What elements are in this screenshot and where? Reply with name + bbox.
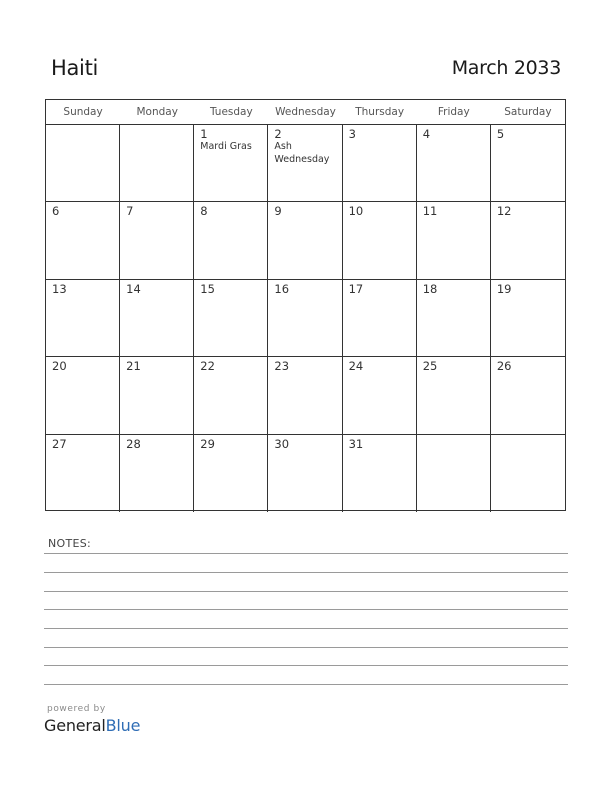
- day-cell: [343, 357, 417, 433]
- day-number: 20: [52, 359, 67, 374]
- day-cell: [46, 202, 120, 278]
- day-cell: [343, 280, 417, 356]
- day-cell: [417, 357, 491, 433]
- day-cell: [417, 125, 491, 201]
- day-number: 6: [52, 204, 60, 219]
- day-number: 14: [126, 281, 141, 296]
- day-number: 24: [348, 359, 364, 374]
- day-cell: [120, 435, 194, 512]
- day-cell: [46, 435, 120, 512]
- day-number: 28: [126, 436, 141, 451]
- note-line: [44, 553, 568, 554]
- day-number: 16: [274, 281, 290, 296]
- day-cell: [194, 125, 268, 201]
- day-number: 26: [496, 359, 512, 374]
- day-cell: [268, 202, 342, 278]
- day-number: 10: [348, 204, 364, 219]
- day-cell: [194, 280, 268, 356]
- day-number: 15: [200, 281, 215, 296]
- note-line: [44, 572, 568, 573]
- weekday-thursday: Thursday: [355, 106, 405, 118]
- week-row-3: [46, 280, 565, 357]
- day-cell: [491, 357, 565, 433]
- day-cell: [268, 280, 342, 356]
- weekday-monday: Monday: [136, 106, 178, 118]
- day-cell: [491, 202, 565, 278]
- week-row-1: [46, 125, 565, 202]
- day-cell: [194, 357, 268, 433]
- day-number: 23: [274, 359, 290, 374]
- weekday-saturday: Saturday: [504, 106, 552, 118]
- notes-label: NOTES:: [48, 537, 92, 550]
- day-number: 8: [200, 204, 208, 219]
- holiday-label: Ash Wednesday: [274, 141, 330, 165]
- day-number: 12: [496, 204, 512, 219]
- day-number: 21: [126, 359, 141, 374]
- day-cell: [268, 435, 342, 512]
- day-number: 3: [348, 127, 356, 141]
- day-cell: [491, 435, 565, 512]
- day-cell: [268, 357, 342, 433]
- day-number: 17: [348, 281, 364, 296]
- day-number: 1: [200, 127, 208, 141]
- week-row-5: [46, 435, 565, 512]
- day-cell: [417, 435, 491, 512]
- day-number: 31: [348, 436, 364, 451]
- day-number: 30: [274, 436, 290, 451]
- month-year-title: March 2033: [451, 57, 561, 79]
- day-number: 19: [496, 281, 512, 296]
- brand-blue-text: Blue: [105, 716, 141, 735]
- day-number: 13: [52, 281, 67, 296]
- weekday-sunday: Sunday: [63, 106, 103, 118]
- powered-by-label: powered by: [47, 704, 106, 714]
- brand-general-text: General: [44, 716, 106, 735]
- day-number: 7: [126, 204, 134, 219]
- day-number: 2: [274, 127, 282, 141]
- day-cell: [120, 125, 194, 201]
- note-line: [44, 684, 568, 685]
- note-line: [44, 591, 568, 592]
- note-line: [44, 609, 568, 610]
- weekday-header-row: [46, 100, 565, 125]
- day-number: 25: [422, 359, 438, 374]
- day-cell: [343, 202, 417, 278]
- day-number: 11: [422, 204, 438, 219]
- week-row-2: [46, 202, 565, 279]
- day-number: 4: [422, 127, 431, 141]
- day-cell: [120, 280, 194, 356]
- day-number: 5: [496, 127, 505, 141]
- day-cell: [268, 125, 342, 201]
- day-cell: [46, 125, 120, 201]
- day-cell: [343, 435, 417, 512]
- weekday-wednesday: Wednesday: [275, 106, 336, 118]
- day-number: 27: [52, 436, 67, 451]
- day-number: 9: [274, 204, 282, 219]
- day-cell: [417, 202, 491, 278]
- note-line: [44, 628, 568, 629]
- day-number: 18: [422, 281, 438, 296]
- day-cell: [46, 280, 120, 356]
- generalblue-logo: [44, 716, 140, 735]
- day-cell: [120, 202, 194, 278]
- day-cell: [194, 435, 268, 512]
- day-cell: [491, 125, 565, 201]
- note-line: [44, 665, 568, 666]
- note-line: [44, 647, 568, 648]
- holiday-label: Mardi Gras: [200, 141, 252, 152]
- day-cell: [46, 357, 120, 433]
- weekday-friday: Friday: [437, 106, 470, 118]
- day-number: 29: [200, 436, 215, 451]
- calendar-grid: [45, 99, 566, 511]
- day-cell: [120, 357, 194, 433]
- day-cell: [194, 202, 268, 278]
- day-cell: [343, 125, 417, 201]
- weekday-tuesday: Tuesday: [209, 106, 253, 118]
- week-row-4: [46, 357, 565, 434]
- day-number: 22: [200, 359, 215, 374]
- country-title: Haiti: [51, 56, 99, 80]
- day-cell: [491, 280, 565, 356]
- day-cell: [417, 280, 491, 356]
